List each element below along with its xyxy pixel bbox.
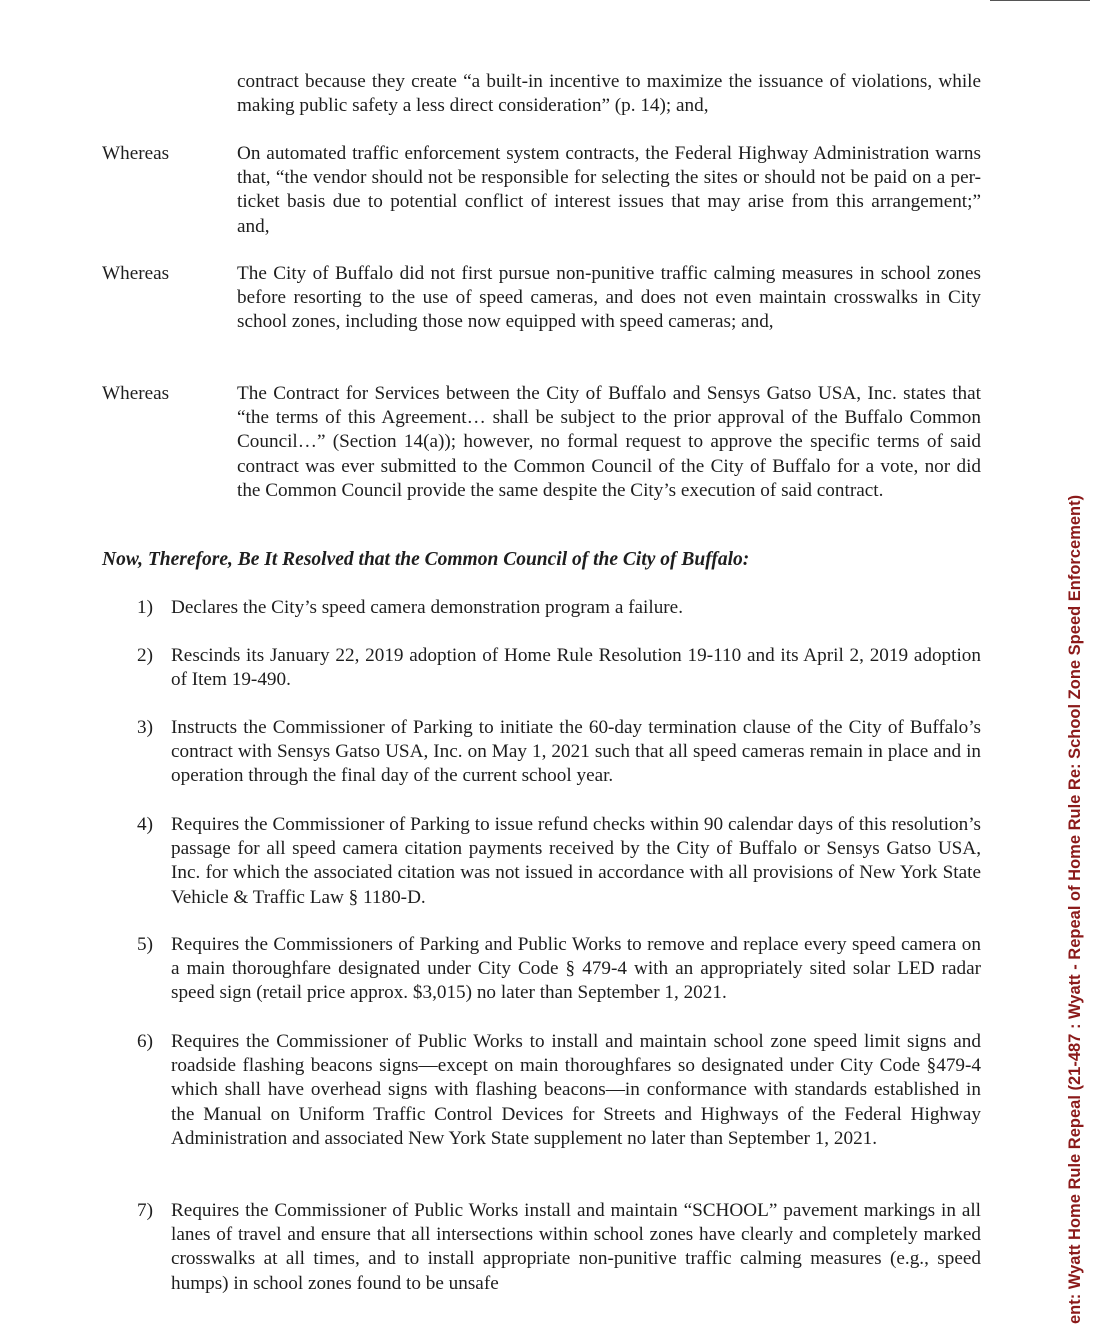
resolution-text: Requires the Commissioner of Public Works install and maintain “SCHOOL” pavement markings in all lanes of travel and ensure that all intersections within school zones have clearly and completely marked crosswalks at all times, and to install appropriate non-punitive traffic calming measures (e.g., speed humps) in school zones found to be unsafe (171, 1200, 981, 1294)
whereas-clause-1: On automated traffic enforcement system contracts, the Federal Highway Administration warns that, “the vendor should not be responsible for selecting the sites or should not be paid on a per-ticket basis due to potential conflict of interest issues that may arise from this arrangement;” and, (237, 143, 981, 237)
resolution-text: Instructs the Commissioner of Parking to initiate the 60-day termination clause of the City of Buffalo’s contract with Sensys Gatso USA, Inc. on May 1, 2021 such that all speed cameras remain in place and in operation through the final day of the current school year. (171, 717, 981, 787)
resolution-text: Requires the Commissioner of Parking to issue refund checks within 90 calendar days of this resolution’s passage for all speed camera citation payments received by the City of Buffalo or Sensys Gatso USA, Inc. for which the associated citation was not issued in accordance with all provisions of New York State Vehicle & Traffic Law § 1180-D. (171, 814, 981, 908)
whereas-clause-3: The Contract for Services between the City of Buffalo and Sensys Gatso USA, Inc. states that “the terms of this Agreement… shall be subject to the prior approval of the Buffalo Common Council…” (Section 14(a)); however, no formal request to approve the specific terms of said contract was ever submitted to the Common Council of the City of Buffalo for a vote, nor did the Common Council provide the same despite the City’s execution of said contract. (237, 383, 981, 501)
resolution-number: 6) (137, 1031, 153, 1052)
packet-stamp-vertical: ent: Wyatt Home Rule Repeal (21-487 : Wyatt - Repeal of Home Rule Re: School Zone Speed Enforcement) (1066, 494, 1084, 1324)
resolution-text: Declares the City’s speed camera demonstration program a failure. (171, 597, 684, 618)
resolved-heading: Now, Therefore, Be It Resolved that the Common Council of the City of Buffalo: (102, 549, 750, 570)
resolution-number: 4) (137, 814, 153, 835)
whereas-clause-2: The City of Buffalo did not first pursue non-punitive traffic calming measures in school zones before resorting to the use of speed cameras, and does not even maintain crosswalks in City school zones, including those now equipped with speed cameras; and, (237, 263, 981, 333)
resolution-number: 7) (137, 1200, 153, 1221)
resolution-text: Requires the Commissioners of Parking and Public Works to remove and replace every speed camera on a main thoroughfare designated under City Code § 479-4 with an appropriately sited solar LED radar speed sign (retail price approx. $3,015) no later than September 1, 2021. (171, 934, 981, 1004)
whereas-label-2: Whereas (102, 263, 170, 284)
whereas-label-1: Whereas (102, 143, 170, 164)
resolution-number: 2) (137, 645, 153, 666)
whereas-label-3: Whereas (102, 383, 170, 404)
top-edge-line (990, 0, 1090, 1)
resolution-number: 5) (137, 934, 153, 955)
resolution-number: 3) (137, 717, 153, 738)
resolution-text: Rescinds its January 22, 2019 adoption of Home Rule Resolution 19-110 and its April 2, 2019 adoption of Item 19-490. (171, 645, 981, 691)
resolution-number: 1) (137, 597, 153, 618)
continuation-paragraph: contract because they create “a built-in incentive to maximize the issuance of violations, while making public safety a less direct consideration” (p. 14); and, (237, 71, 981, 117)
resolution-text: Requires the Commissioner of Public Works to install and maintain school zone speed limit signs and roadside flashing beacons signs—except on main thoroughfares so designated under City Code §479-4 which shall have overhead signs with flashing beacons—in conformance with standards established in the Manual on Uniform Traffic Control Devices for Streets and Highways of the Federal Highway Administration and associated New York State supplement no later than September 1, 2021. (171, 1031, 981, 1149)
